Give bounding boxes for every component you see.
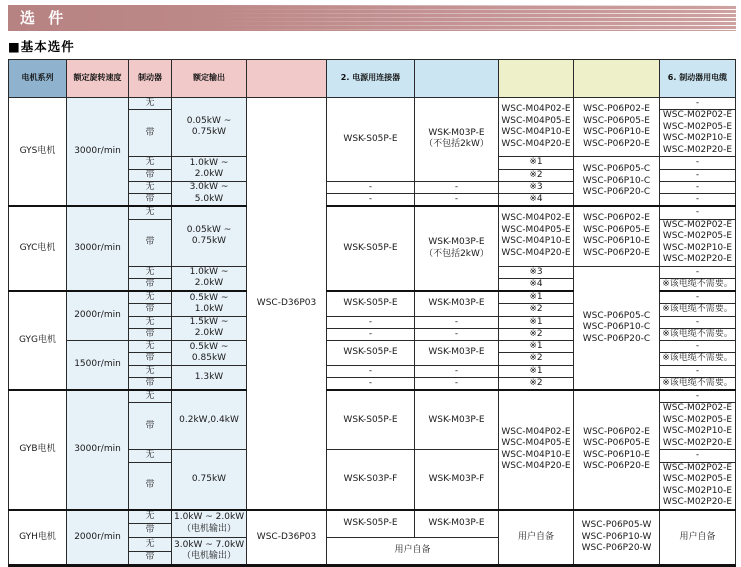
- motor-power-cable-cell: WSC-M04P02-E WSC-M04P05-E WSC-M04P10-E WSC-M04P20-E: [499, 390, 574, 510]
- motor-series-cell: GYB电机: [9, 390, 67, 510]
- power-connector-cell: 用户自备: [327, 538, 499, 566]
- rated-output-cell: 3.0kW ~ 7.0kW （电机输出）: [172, 538, 247, 566]
- brake-cell: 带: [129, 377, 172, 390]
- brake-cell: 带: [129, 552, 172, 566]
- brake-cable-cell: -: [660, 266, 736, 278]
- brake-cell: 带: [129, 110, 172, 157]
- power-connector-cell: WSK-S05P-E: [327, 390, 415, 450]
- brake-cable-cell: -: [660, 450, 736, 462]
- brake-cell: 无: [129, 365, 172, 377]
- power-connector-cell: -: [327, 316, 415, 328]
- motor-power-cable-cell: ※1: [499, 341, 574, 353]
- motor-power-cable-cell: ※3: [499, 266, 574, 278]
- column-header-8: [574, 60, 660, 98]
- brake-cell: 无: [129, 206, 172, 219]
- motor-power-connector-cell: -: [415, 377, 499, 390]
- motor-power-cable-cell: ※2: [499, 169, 574, 181]
- brake-cell: 带: [129, 353, 172, 365]
- brake-cell: 无: [129, 450, 172, 462]
- brake-cell: 带: [129, 219, 172, 266]
- power-connector-cell: WSK-S05P-E: [327, 291, 415, 316]
- brake-cell: 带: [129, 403, 172, 450]
- power-connector-cell: -: [327, 377, 415, 390]
- motor-power-cable-cell: ※1: [499, 157, 574, 169]
- encoder-cable-cell: WSC-P06P05-C WSC-P06P10-C WSC-P06P20-C: [574, 157, 660, 207]
- motor-power-cable-cell: ※2: [499, 353, 574, 365]
- rated-output-cell: 0.75kW: [172, 450, 247, 510]
- encoder-cable-cell: WSC-P06P05-W WSC-P06P10-W WSC-P06P20-W: [574, 510, 660, 566]
- motor-power-cable-cell: ※4: [499, 278, 574, 291]
- brake-cable-cell: ※该电缆不需要。: [660, 278, 736, 291]
- rated-output-cell: 0.5kW ~ 1.0kW: [172, 291, 247, 316]
- power-connector-cell: -: [327, 181, 415, 193]
- motor-power-cable-cell: ※1: [499, 365, 574, 377]
- brake-cable-cell: ※该电缆不需要。: [660, 353, 736, 365]
- brake-cell: 带: [129, 524, 172, 538]
- page-title-bar: [8, 5, 736, 31]
- brake-cell: 无: [129, 181, 172, 193]
- brake-cable-cell: -: [660, 169, 736, 181]
- brake-cell: 无: [129, 291, 172, 304]
- motor-series-cell: GYC电机: [9, 206, 67, 291]
- rated-speed-cell: 3000r/min: [67, 390, 129, 510]
- brake-cable-cell: -: [660, 181, 736, 193]
- brake-cell: 带: [129, 328, 172, 340]
- column-header-1: 额定旋转速度: [67, 60, 129, 98]
- motor-series-cell: GYS电机: [9, 98, 67, 207]
- brake-cable-cell: WSC-M02P02-E WSC-M02P05-E WSC-M02P10-E WSC-M02P20-E: [660, 462, 736, 510]
- brake-cable-cell: -: [660, 194, 736, 207]
- motor-series-cell: GYG电机: [9, 291, 67, 390]
- power-connector-cell: WSK-S05P-E: [327, 206, 415, 291]
- column-header-5: 2. 电源用连接器: [327, 60, 415, 98]
- rated-output-cell: 1.5kW ~ 2.0kW: [172, 316, 247, 341]
- brake-cable-cell: -: [660, 291, 736, 304]
- brake-cell: 无: [129, 98, 172, 110]
- power-connector-cell: WSK-S05P-E: [327, 341, 415, 366]
- rated-output-cell: 1.0kW ~ 2.0kW （电机输出）: [172, 510, 247, 538]
- encoder-cable-cell: WSC-P06P02-E WSC-P06P05-E WSC-P06P10-E WSC-P06P20-E: [574, 206, 660, 266]
- column-header-9: 6. 制动器用电缆: [660, 60, 736, 98]
- brake-cable-cell: WSC-M02P02-E WSC-M02P05-E WSC-M02P10-E WSC-M02P20-E: [660, 403, 736, 450]
- brake-cable-cell: -: [660, 98, 736, 110]
- brake-cell: 无: [129, 266, 172, 278]
- rated-output-cell: 1.3kW: [172, 365, 247, 390]
- motor-power-cable-cell: WSC-M04P02-E WSC-M04P05-E WSC-M04P10-E WSC-M04P20-E: [499, 98, 574, 157]
- power-connector-cell: WSK-S05P-E: [327, 510, 415, 538]
- brake-cell: 无: [129, 341, 172, 353]
- brake-cable-cell: WSC-M02P02-E WSC-M02P05-E WSC-M02P10-E WSC-M02P20-E: [660, 110, 736, 157]
- brake-cable-cell: -: [660, 341, 736, 353]
- motor-power-cable-cell: ※4: [499, 194, 574, 207]
- brake-cell: 无: [129, 316, 172, 328]
- motor-power-connector-cell: WSK-M03P-E （不包括2kW）: [415, 98, 499, 182]
- brake-cell: 带: [129, 194, 172, 207]
- motor-power-connector-cell: -: [415, 194, 499, 207]
- motor-power-connector-cell: WSK-M03P-E: [415, 510, 499, 538]
- motor-power-cable-cell: ※2: [499, 328, 574, 340]
- brake-cable-cell: ※该电缆不需要。: [660, 328, 736, 340]
- rated-speed-cell: 1500r/min: [67, 341, 129, 391]
- motor-power-connector-cell: -: [415, 365, 499, 377]
- power-connector-cell: WSK-S03P-F: [327, 450, 415, 510]
- column-header-0: 电机系列: [9, 60, 67, 98]
- motor-power-connector-cell: -: [415, 181, 499, 193]
- column-header-6: [415, 60, 499, 98]
- rated-output-cell: 3.0kW ~ 5.0kW: [172, 181, 247, 206]
- rated-speed-cell: 2000r/min: [67, 291, 129, 341]
- motor-power-cable-cell: WSC-M04P02-E WSC-M04P05-E WSC-M04P10-E WSC-M04P20-E: [499, 206, 574, 266]
- motor-power-connector-cell: WSK-M03P-E: [415, 291, 499, 316]
- brake-cable-cell: -: [660, 206, 736, 219]
- encoder-cable-cell: WSC-P06P05-C WSC-P06P10-C WSC-P06P20-C: [574, 266, 660, 390]
- brake-cell: 无: [129, 390, 172, 403]
- motor-power-connector-cell: WSK-M03P-E （不包括2kW）: [415, 206, 499, 291]
- table-body: [9, 98, 736, 566]
- rated-output-cell: 1.0kW ~ 2.0kW: [172, 157, 247, 182]
- column-header-7: [499, 60, 574, 98]
- rated-speed-cell: 3000r/min: [67, 206, 129, 291]
- brake-cable-cell: -: [660, 390, 736, 403]
- motor-power-connector-cell: -: [415, 316, 499, 328]
- brake-cable-cell: 用户自备: [660, 510, 736, 566]
- motor-power-cable-cell: ※1: [499, 316, 574, 328]
- power-connector-cell: -: [327, 194, 415, 207]
- motor-power-cable-cell: ※2: [499, 304, 574, 316]
- rated-output-cell: 0.05kW ~ 0.75kW: [172, 98, 247, 157]
- encoder-cable-cell: WSC-P06P02-E WSC-P06P05-E WSC-P06P10-E WSC-P06P20-E: [574, 390, 660, 510]
- brake-cell: 带: [129, 278, 172, 291]
- brake-cable-cell: -: [660, 157, 736, 169]
- power-connector-cell: WSK-S05P-E: [327, 98, 415, 182]
- motor-power-connector-cell: -: [415, 328, 499, 340]
- motor-power-connector-cell: WSK-M03P-E: [415, 341, 499, 366]
- motor-power-cable-cell: ※3: [499, 181, 574, 193]
- brake-cable-cell: -: [660, 316, 736, 328]
- brake-cable-cell: ※该电缆不需要。: [660, 377, 736, 390]
- table-header: [9, 60, 736, 98]
- motor-power-cable-cell: ※1: [499, 291, 574, 304]
- rated-speed-cell: 3000r/min: [67, 98, 129, 207]
- encoder-cable-cell: WSC-P06P02-E WSC-P06P05-E WSC-P06P10-E WSC-P06P20-E: [574, 98, 660, 157]
- brake-cable-cell: WSC-M02P02-E WSC-M02P05-E WSC-M02P10-E WSC-M02P20-E: [660, 219, 736, 266]
- io-cable-cell: WSC-D36P03: [247, 510, 327, 566]
- brake-cell: 带: [129, 462, 172, 510]
- column-header-2: 制动器: [129, 60, 172, 98]
- brake-cell: 无: [129, 157, 172, 169]
- brake-cell: 带: [129, 304, 172, 316]
- motor-power-connector-cell: WSK-M03P-F: [415, 450, 499, 510]
- brake-cell: 带: [129, 169, 172, 181]
- section-title: ■基本选件: [8, 39, 75, 54]
- power-connector-cell: -: [327, 328, 415, 340]
- motor-power-cable-cell: 用户自备: [499, 510, 574, 566]
- io-cable-cell: WSC-D36P03: [247, 98, 327, 510]
- rated-output-cell: 0.05kW ~ 0.75kW: [172, 206, 247, 266]
- motor-power-connector-cell: WSK-M03P-E: [415, 390, 499, 450]
- brake-cell: 无: [129, 510, 172, 524]
- brake-cell: 无: [129, 538, 172, 552]
- column-header-4: [247, 60, 327, 98]
- basic-options-table: [8, 59, 736, 567]
- rated-output-cell: 0.5kW ~ 0.85kW: [172, 341, 247, 366]
- brake-cable-cell: -: [660, 365, 736, 377]
- motor-series-cell: GYH电机: [9, 510, 67, 566]
- rated-output-cell: 0.2kW,0.4kW: [172, 390, 247, 450]
- power-connector-cell: -: [327, 365, 415, 377]
- page-title: 选 件: [20, 9, 68, 27]
- column-header-3: 额定输出: [172, 60, 247, 98]
- motor-power-cable-cell: ※2: [499, 377, 574, 390]
- rated-speed-cell: 2000r/min: [67, 510, 129, 566]
- rated-output-cell: 1.0kW ~ 2.0kW: [172, 266, 247, 291]
- brake-cable-cell: ※该电缆不需要。: [660, 304, 736, 316]
